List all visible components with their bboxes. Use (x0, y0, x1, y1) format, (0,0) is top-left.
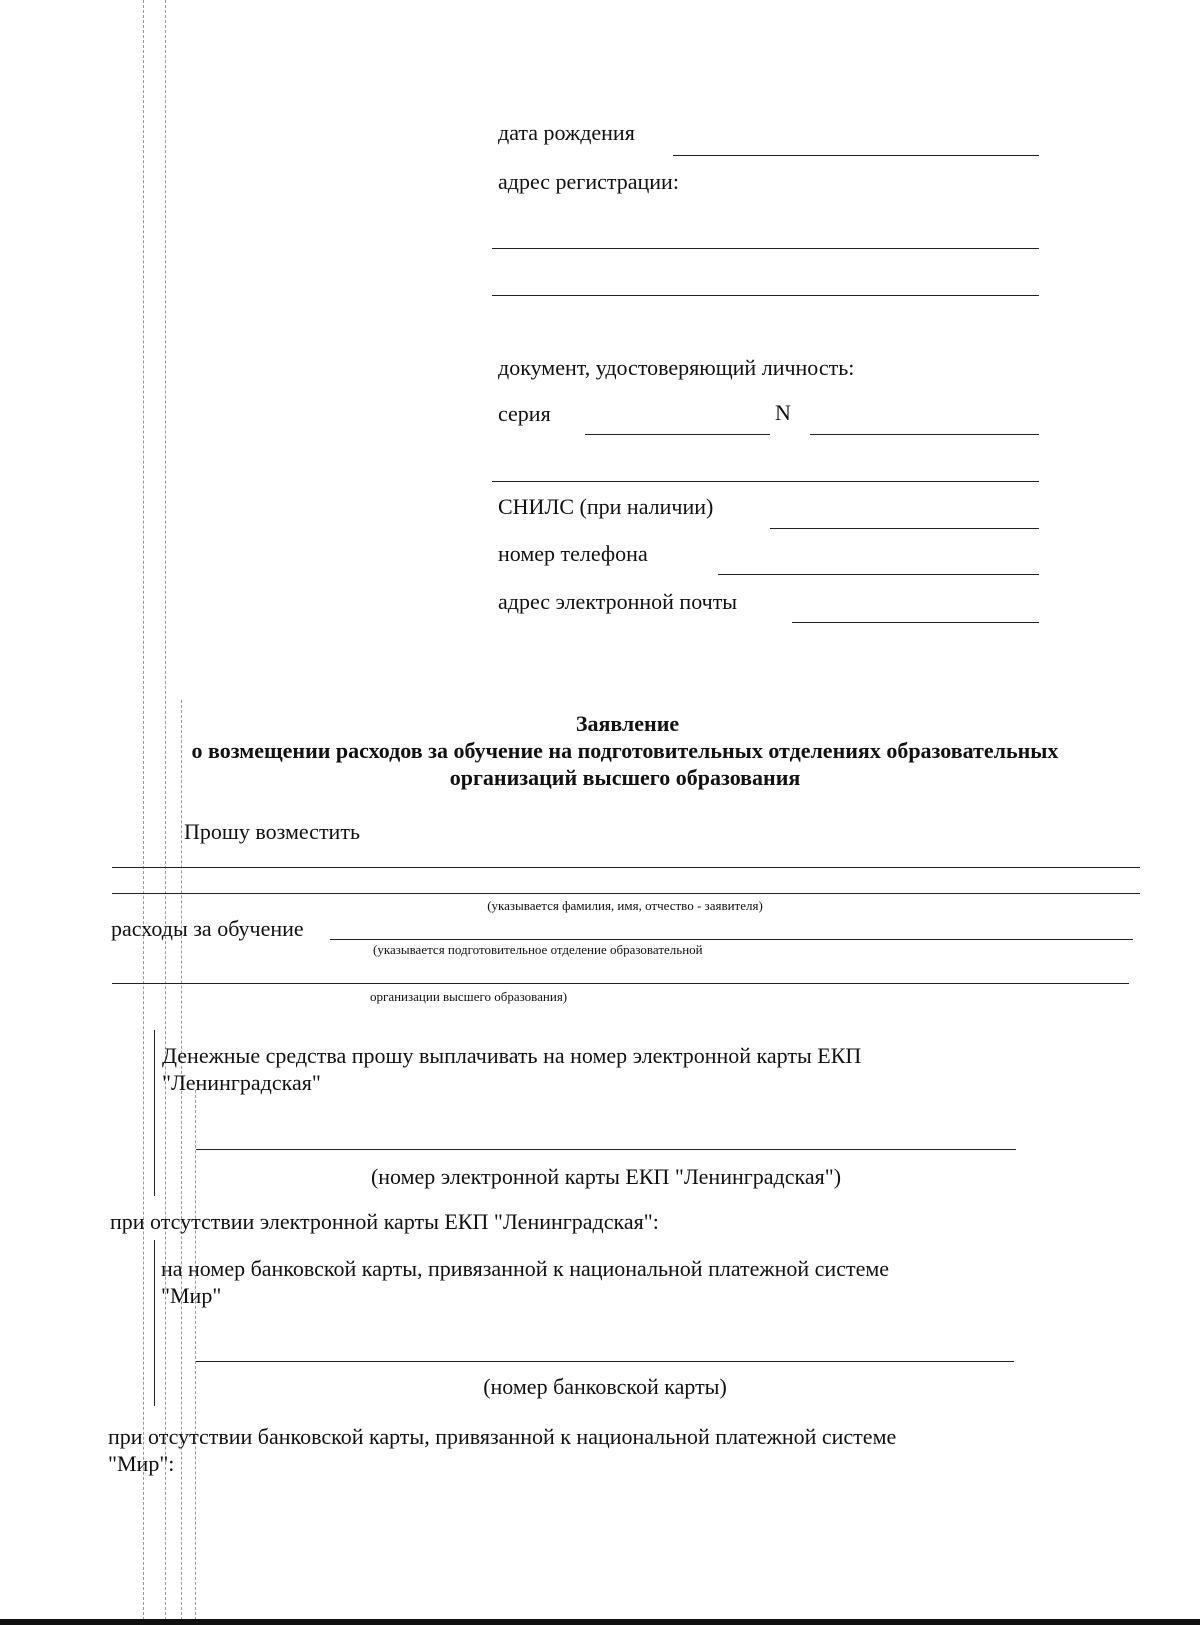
bank-text-line-1: на номер банковской карты, привязанной к национальной платежной системе (161, 1256, 890, 1281)
birth-date-label: дата рождения (498, 120, 635, 145)
ekp-section-bracket (154, 1030, 155, 1196)
applicant-field-line-1[interactable] (112, 867, 1140, 868)
phone-field[interactable] (718, 574, 1039, 575)
birth-date-field[interactable] (673, 155, 1039, 156)
number-field[interactable] (810, 434, 1039, 435)
department-hint-1: (указывается подготовительное отделение образовательной (373, 942, 703, 957)
ekp-text-line-1: Денежные средства прошу выплачивать на номер электронной карты ЕКП (162, 1043, 862, 1068)
email-field[interactable] (792, 622, 1039, 623)
request-label: Прошу возместить (184, 819, 360, 844)
bank-text-line-2: "Мир" (161, 1283, 222, 1308)
email-label: адрес электронной почты (498, 589, 738, 614)
phone-label: номер телефона (498, 541, 648, 566)
department-hint-2: организации высшего образования) (370, 989, 568, 1004)
no-ekp-text: при отсутствии электронной карты ЕКП "Ленинградская": (110, 1209, 659, 1234)
ekp-card-caption: (номер электронной карты ЕКП "Ленинградская") (370, 1164, 842, 1189)
no-bank-text-line-1: при отсутствии банковской карты, привязанной к национальной платежной системе (108, 1424, 897, 1449)
bank-card-number-field[interactable] (196, 1361, 1014, 1362)
scan-bottom-edge (0, 1619, 1200, 1625)
scan-margin-line (165, 0, 166, 1625)
no-bank-text-line-2: "Мир": (108, 1451, 175, 1476)
scan-margin-line (181, 700, 182, 1625)
address-field-line-1[interactable] (492, 248, 1039, 249)
bank-section-bracket (154, 1240, 155, 1406)
document-subtitle-line-1: о возмещении расходов за обучение на подготовительных отделениях образовательных (191, 738, 1059, 763)
expenses-label: расходы за обучение (111, 916, 304, 941)
scan-margin-line (143, 0, 144, 1625)
document-subtitle-line-2: организаций высшего образования (449, 765, 801, 790)
ekp-text-line-2: "Ленинградская" (162, 1070, 321, 1095)
applicant-hint: (указывается фамилия, имя, отчество - заявителя) (487, 898, 763, 913)
snils-field[interactable] (770, 528, 1039, 529)
ekp-card-number-field[interactable] (196, 1149, 1016, 1150)
number-label: N (775, 400, 791, 425)
department-field-line-1[interactable] (330, 939, 1133, 940)
document-title: Заявление (575, 711, 680, 736)
department-field-line-2[interactable] (112, 983, 1129, 984)
id-document-label: документ, удостоверяющий личность: (498, 355, 855, 380)
applicant-field-line-2[interactable] (112, 893, 1140, 894)
address-field-line-2[interactable] (492, 295, 1039, 296)
bank-card-caption: (номер банковской карты) (483, 1374, 727, 1399)
snils-label: СНИЛС (при наличии) (498, 494, 714, 519)
series-field[interactable] (585, 434, 770, 435)
series-label: серия (498, 401, 551, 426)
id-document-field[interactable] (492, 481, 1039, 482)
address-label: адрес регистрации: (498, 169, 679, 194)
